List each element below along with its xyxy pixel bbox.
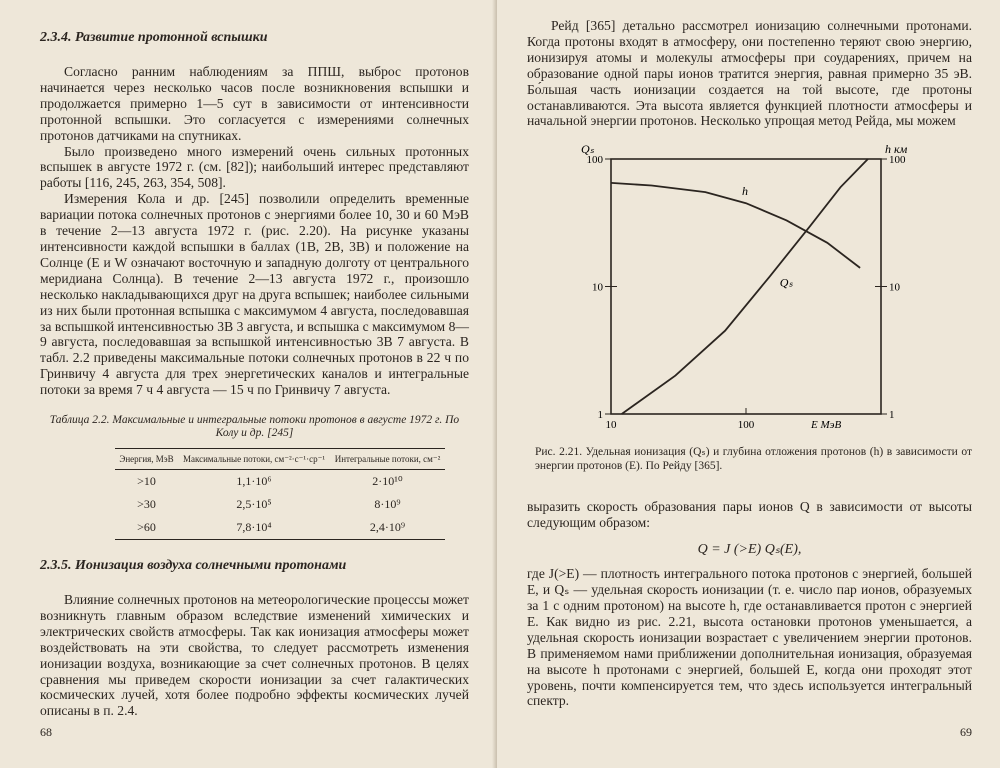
page-number: 69 — [960, 725, 972, 739]
table-row — [115, 493, 445, 516]
table-cell: >30 — [137, 497, 156, 512]
paragraph: Было произведено много измерений очень сильных протонных вспышек в августе 1972 г. (см. [82]); наибольший интерес представляют работы [116, 245, 263, 354, 508]. — [40, 143, 469, 191]
paragraph: Измерения Кола и др. [245] позволили определить временные вариации потока солнечных протонов с энергиями более 10, 30 и 60 МэВ в течение 2—13 августа 1972 г. (рис. 2.20). На рисунке указаны интенсивности каждой вспышки в баллах (1В, 2В, 3В) и положение на Солнце (Е и W означают восточную и западную долготу от центрального меридиана Солнца). В течение 2—13 августа 1972 г., произошло несколько накладывающихся друг на друга вспышек; наиболее сильными из них были протонная вспышка с максимумом 4 августа, последовавшая за вспышкой интенсивностью 3В 3 августа, и вспышка с максимумом 8—9 августа, последовавшая за вспышкой интенсивностью 3В 7 августа. В табл. 2.2 приведены максимальные потоки солнечных протонов в 22 ч по Гринвичу 4 августа для трех энергетических каналов и интегральные потоки за время 7 ч 4 августа — 15 ч по Гринвичу 7 августа. — [40, 191, 469, 398]
series-line-h — [611, 183, 860, 268]
figure-caption: Рис. 2.21. Удельная ионизация (Qₛ) и глубина отложения протонов (h) в зависимости от энергии протонов (E). По Рейду [365]. — [535, 446, 972, 473]
paragraph: выразить скорость образования пары ионов Q в зависимости от высоты следующим образом: — [527, 499, 972, 531]
paragraph: Рейд [365] детально рассмотрел ионизацию солнечными протонами. Когда протоны входят в атмосферу, они постепенно теряют свою энергию, ионизируя атомы и молекулы атмосферы при соударениях, причем на образование одной пары ионов тратится энергия, равная примерно 35 эВ. Бо́льшая часть ионизации создается на той высоте, где протоны останавливаются. Эта высота является функцией плотности атмосферы и начальной энергии протонов. Несколько упрощая метод Рейда, мы можем — [527, 18, 972, 129]
table-cell: 1,1·10⁶ — [236, 474, 272, 489]
y-left-tick-label: 1 — [597, 409, 603, 422]
y-left-axis-label: Qₛ — [581, 142, 595, 157]
x-tick-label: 100 — [737, 419, 755, 432]
table-caption: Таблица 2.2. Максимальные и интегральные потоки протонов в августе 1972 г. По Колу и др. [245] — [49, 414, 460, 440]
section-heading-2-3-4: 2.3.4. Развитие протонной вспышки — [40, 30, 268, 45]
table-cell: >10 — [137, 474, 156, 489]
paragraph: где J(>E) — плотность интегрального потока протонов с энергией, большей E, и Qₛ — удельная скорость ионизации (т. е. число пар ионов, образуемых за 1 с одним протоном) на высоте h, где останавливается протон с энергией E. Как видно из рис. 2.21, высота остановки протонов уменьшается, а удельная скорость ионизации возрастает с увеличением энергии протонов. В применяемом нами приближении дополнительная ионизация, образуемая на высоте h протонами с энергией, большей E, когда они проходят этот уровень, почти компенсируется тем, что здесь используется интегральный спектр. — [527, 566, 972, 709]
y-left-tick-label: 10 — [592, 281, 603, 294]
x-axis-label: E МэВ — [811, 419, 842, 432]
table-cell: >60 — [115, 516, 178, 540]
y-right-tick-label: 1 — [889, 409, 895, 422]
y-left-tick-label: 100 — [586, 154, 603, 167]
y-right-tick-label: 100 — [889, 154, 906, 167]
series-label: Qₛ — [779, 275, 793, 290]
table-cell: 2,4·10⁹ — [330, 516, 445, 540]
table-header: Интегральные потоки, см⁻² — [330, 449, 445, 470]
section-heading-2-3-5: 2.3.5. Ионизация воздуха солнечными протонами — [40, 558, 347, 574]
table-cell: 2·10¹⁰ — [372, 474, 403, 489]
y-right-tick-label: 10 — [889, 281, 900, 294]
chart-svg — [561, 139, 981, 439]
table-cell: 2,5·10⁵ — [236, 497, 272, 512]
y-right-axis-label: h км — [885, 142, 908, 157]
table-cell: 7,8·10⁴ — [178, 516, 330, 540]
x-tick-label: 10 — [605, 419, 617, 432]
table-header: Максимальные потоки, см⁻²·с⁻¹·ср⁻¹ — [178, 449, 330, 470]
table-2-2 — [115, 448, 445, 540]
formula: Q = J (>E) Qₛ(E), — [697, 542, 802, 558]
table-cell: 8·10⁹ — [374, 497, 401, 512]
table-header: Энергия, МэВ — [115, 449, 178, 470]
right-page — [497, 0, 1000, 768]
series-label: h — [742, 184, 748, 199]
figure-2-21 — [561, 139, 981, 439]
left-page — [0, 0, 497, 768]
page-number: 68 — [40, 725, 52, 739]
table-row — [115, 470, 445, 494]
paragraph: Согласно ранним наблюдениям за ППШ, выброс протонов начинается через несколько часов после возникновения вспышки и продолжается примерно 1—5 сут в зависимости от интенсивности протонной вспышки. Это согласуется с измерениями солнечных протонов датчиками на спутниках. — [40, 64, 469, 143]
table-row — [115, 516, 445, 540]
paragraph: Влияние солнечных протонов на метеорологические процессы может возникнуть главным образом вследствие изменений химических и электрических свойств атмосферы. Так как ионизация атмосферы может воздействовать на эти свойства, то следует рассмотреть изменения ионизации воздуха, возникающие за счет солнечных протонов. В целях сравнения мы приведем скорости ионизации за счет галактических космических лучей, хотя более подробно эффекты космических лучей описаны в п. 2.4. — [40, 592, 469, 719]
